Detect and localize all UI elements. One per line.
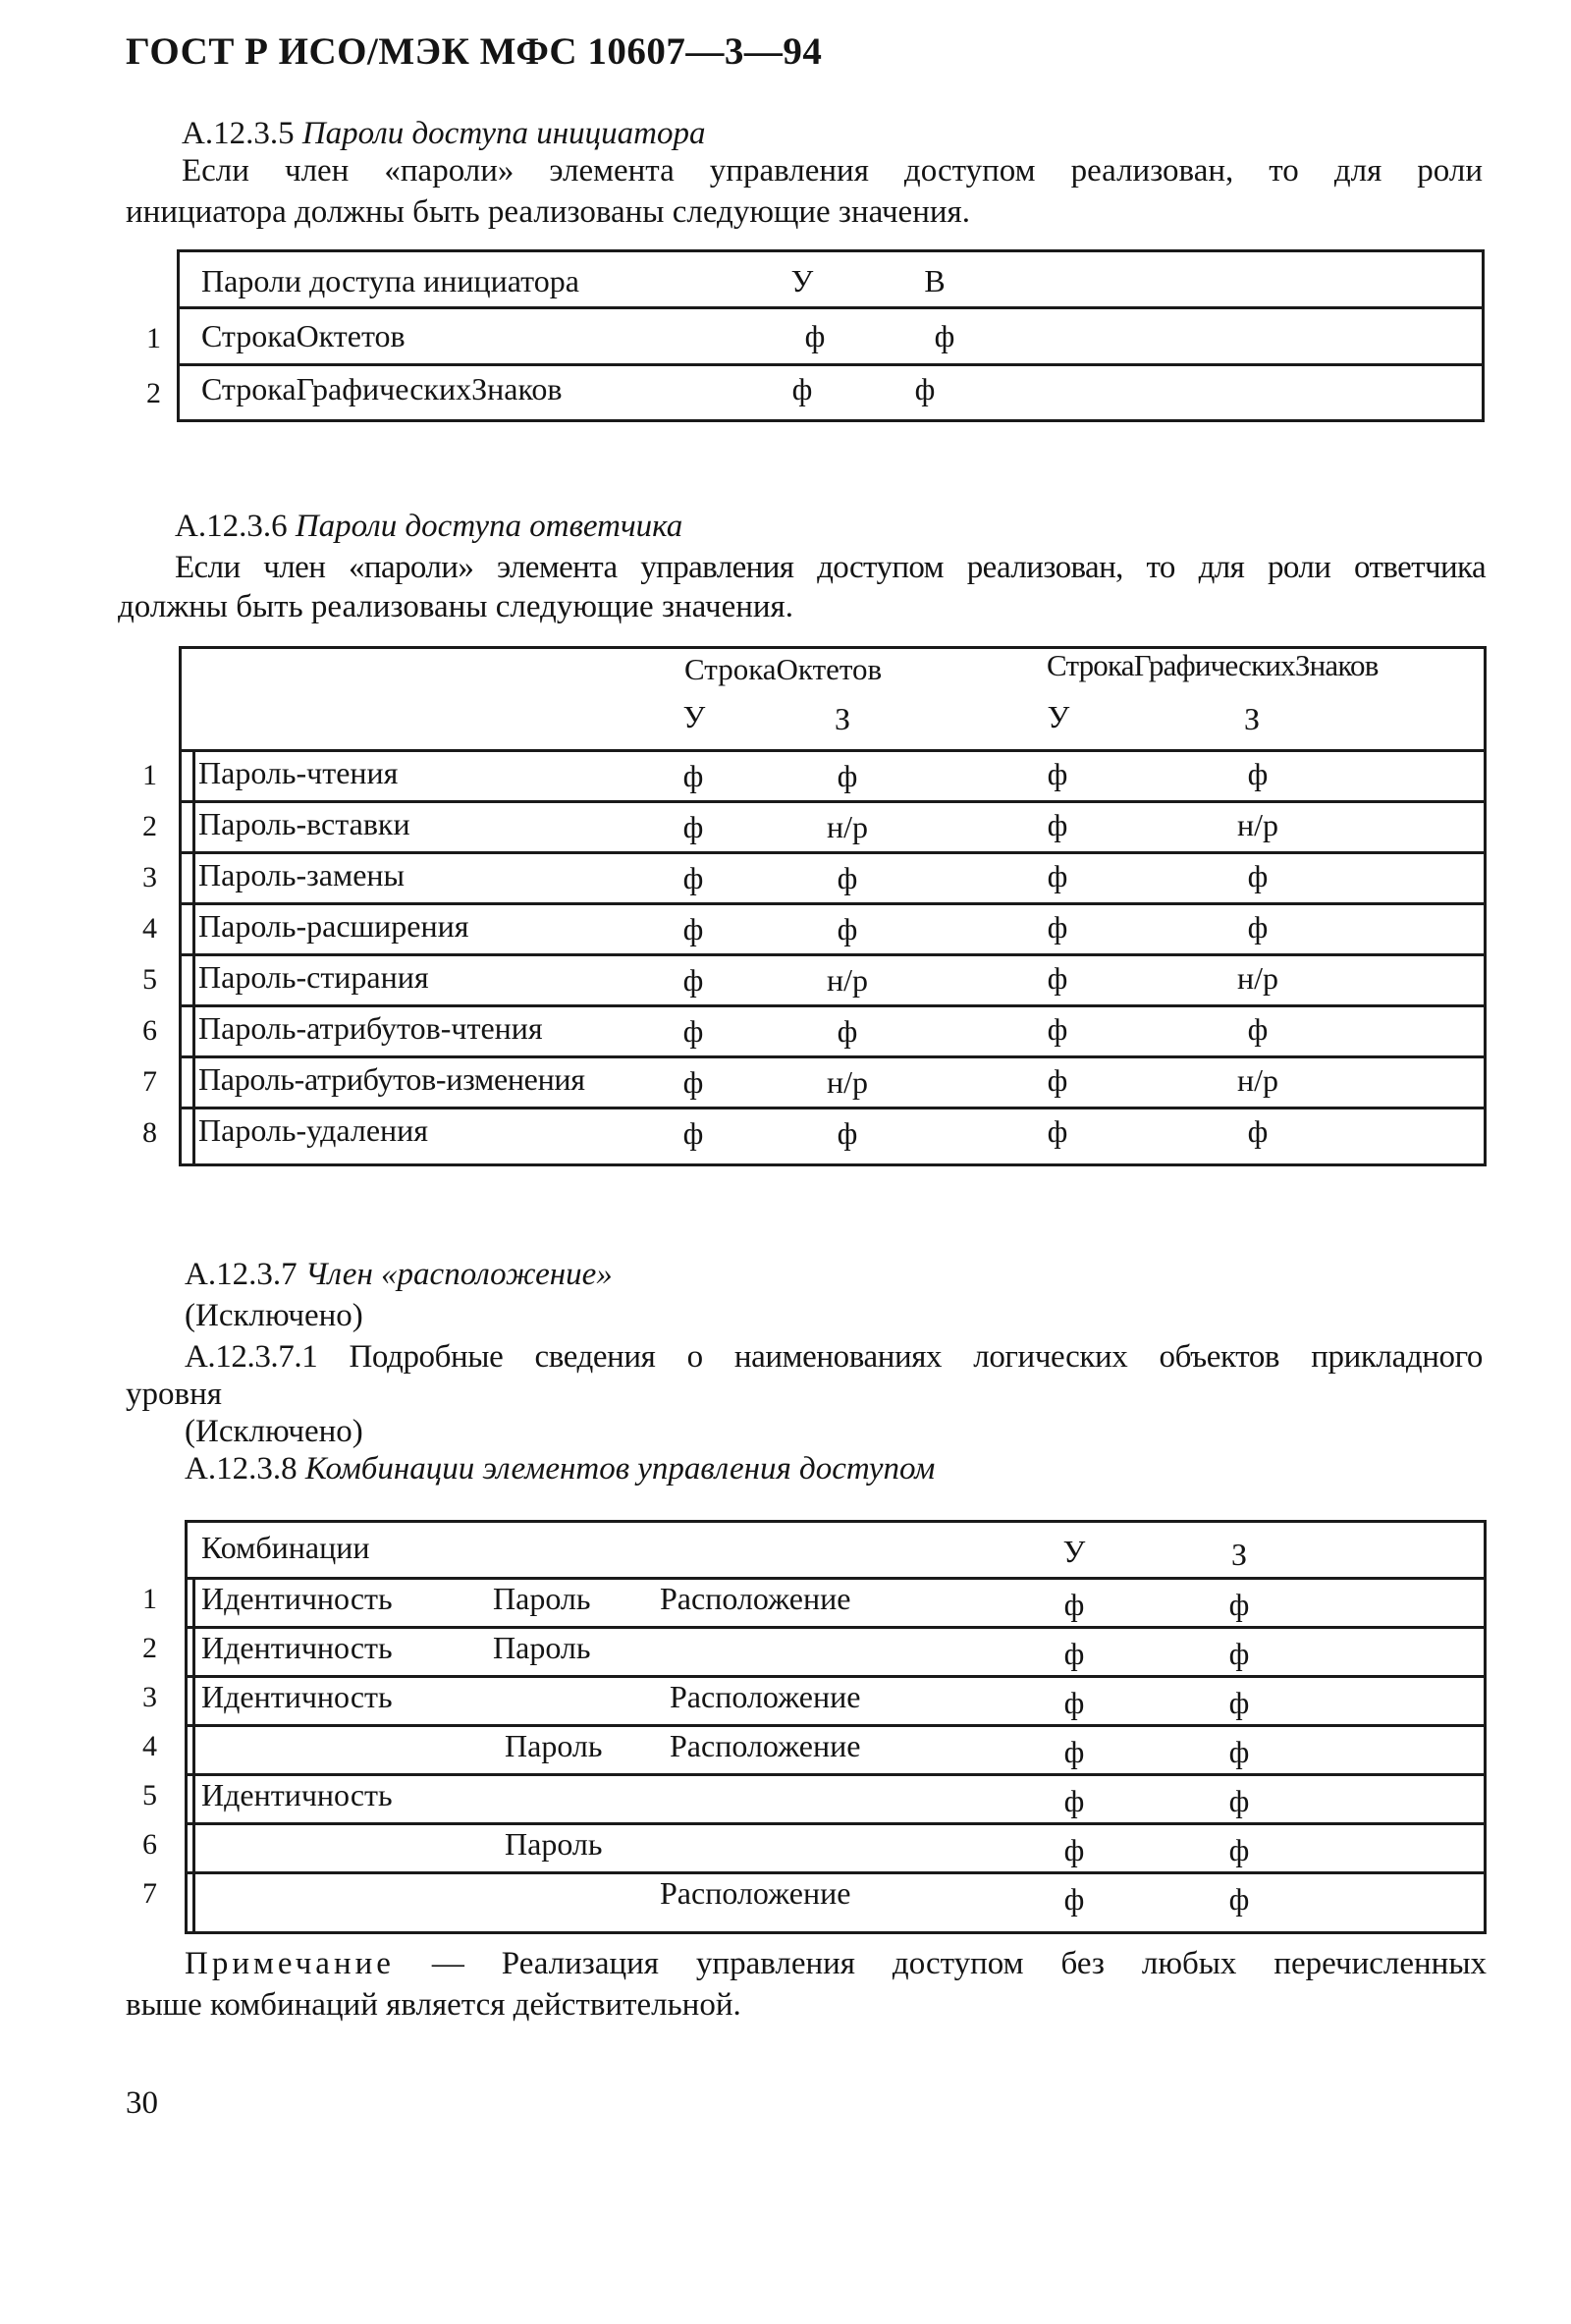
cell-password: Пароль bbox=[505, 1826, 603, 1862]
table-cell-z: ф bbox=[1228, 1587, 1250, 1622]
row-number: 1 bbox=[142, 759, 157, 791]
table-rule bbox=[185, 1871, 1487, 1874]
cell-identity: Идентичность bbox=[201, 1679, 393, 1714]
section-number: А.12.3.6 bbox=[175, 509, 288, 544]
table-cell-value: н/р bbox=[1236, 960, 1278, 996]
section-heading: Член «расположение» bbox=[304, 1257, 613, 1292]
section-heading: Пароли доступа ответчика bbox=[295, 509, 683, 544]
row-number: 6 bbox=[142, 1014, 157, 1047]
note-line bbox=[185, 1942, 1487, 1985]
cell-identity: Идентичность bbox=[201, 1581, 393, 1616]
table-cell-name: Пароль-замены bbox=[198, 857, 406, 892]
table-cell-value: ф bbox=[837, 860, 858, 895]
table-rule bbox=[179, 749, 1487, 752]
table-header-u: У bbox=[790, 263, 814, 298]
cell-password: Пароль bbox=[493, 1630, 591, 1665]
cell-identity: Идентичность bbox=[201, 1777, 393, 1812]
table-cell-name: Пароль-расширения bbox=[198, 908, 469, 944]
table-cell-value: ф bbox=[682, 758, 704, 793]
table-cell-value: ф bbox=[1247, 909, 1269, 945]
table-cell-u: ф bbox=[1063, 1832, 1085, 1867]
table-header-z: З bbox=[1230, 1537, 1248, 1572]
table-cell-name: СтрокаГрафическихЗнаков bbox=[201, 371, 563, 406]
table-cell-u: ф bbox=[1063, 1587, 1085, 1622]
table-cell-u: ф bbox=[804, 318, 826, 353]
cell-password: Пароль bbox=[505, 1728, 603, 1763]
row-number: 2 bbox=[142, 1632, 157, 1664]
table-cell-name: Пароль-чтения bbox=[198, 755, 399, 790]
table-rule bbox=[177, 363, 1485, 366]
note-text: — Реализация управления доступом без любых перечисленных bbox=[394, 1946, 1487, 1981]
table-cell-value: н/р bbox=[1236, 807, 1278, 842]
table-cell-u: ф bbox=[1063, 1685, 1085, 1720]
table-cell-value: ф bbox=[1247, 1011, 1269, 1047]
table-header-name: Комбинации bbox=[201, 1530, 370, 1565]
table-cell-u: ф bbox=[1063, 1881, 1085, 1917]
page-number: 30 bbox=[126, 2085, 158, 2121]
table-cell-v: ф bbox=[914, 371, 936, 406]
table-cell-name: Пароль-удаления bbox=[198, 1112, 428, 1148]
table-cell-value: ф bbox=[682, 1064, 704, 1100]
group-header-octets: СтрокаОктетов bbox=[684, 652, 883, 686]
paragraph-line: инициатора должны быть реализованы следующие значения. bbox=[126, 194, 970, 230]
table-cell-name: Пароль-атрибутов-изменения bbox=[198, 1061, 585, 1097]
table-cell-value: ф bbox=[682, 911, 704, 946]
table-rule bbox=[179, 851, 1487, 854]
table-rule bbox=[185, 1577, 1487, 1580]
section-number: А.12.3.8 bbox=[185, 1451, 298, 1486]
paragraph-line: А.12.3.7.1 Подробные сведения о наименованиях логических объектов прикладного bbox=[185, 1339, 1483, 1375]
cell-password: Пароль bbox=[493, 1581, 591, 1616]
table-cell-value: ф bbox=[682, 860, 704, 895]
paragraph-line: Если член «пароли» элемента управления доступом реализован, то для роли ответчика bbox=[175, 550, 1486, 585]
cell-location: Расположение bbox=[670, 1679, 861, 1714]
section-heading: Комбинации элементов управления доступом bbox=[304, 1451, 936, 1486]
table-rule bbox=[179, 1055, 1487, 1058]
row-number: 3 bbox=[142, 1681, 157, 1713]
table-rule bbox=[185, 1626, 1487, 1629]
table-cell-value: ф bbox=[1247, 756, 1269, 791]
paragraph-line: Если член «пароли» элемента управления доступом реализован, то для роли bbox=[182, 153, 1483, 189]
paragraph-line: уровня bbox=[126, 1377, 222, 1412]
table-cell-value: ф bbox=[1047, 960, 1068, 996]
table-cell-value: ф bbox=[682, 809, 704, 844]
table-cell-z: ф bbox=[1228, 1734, 1250, 1769]
table-cell-u: ф bbox=[1063, 1783, 1085, 1818]
row-number: 6 bbox=[142, 1828, 157, 1861]
row-number: 4 bbox=[142, 912, 157, 945]
excluded-note: (Исключено) bbox=[185, 1298, 363, 1333]
sub-header-u: У bbox=[682, 699, 706, 734]
table-cell-value: н/р bbox=[826, 962, 868, 998]
table-cell-name: Пароль-стирания bbox=[198, 959, 429, 995]
table-cell-value: ф bbox=[1047, 1113, 1068, 1149]
table-cell-name: СтрокаОктетов bbox=[201, 318, 406, 353]
table-cell-name: Пароль-атрибутов-чтения bbox=[198, 1010, 543, 1046]
sub-header-z: З bbox=[1243, 701, 1261, 736]
table-header-v: В bbox=[924, 263, 946, 298]
table-cell-z: ф bbox=[1228, 1783, 1250, 1818]
cell-location: Расположение bbox=[670, 1728, 861, 1763]
table-cell-value: ф bbox=[1047, 1011, 1068, 1047]
table-cell-z: ф bbox=[1228, 1685, 1250, 1720]
table-rule bbox=[192, 1577, 195, 1934]
table-rule bbox=[179, 800, 1487, 803]
row-number: 1 bbox=[142, 1583, 157, 1615]
table-rule bbox=[179, 1004, 1487, 1007]
table-cell-value: ф bbox=[1247, 1113, 1269, 1149]
table-cell-u: ф bbox=[791, 371, 813, 406]
table-rule bbox=[179, 902, 1487, 905]
section-number: А.12.3.7 bbox=[185, 1257, 298, 1292]
table-rule bbox=[185, 1773, 1487, 1776]
cell-identity: Идентичность bbox=[201, 1630, 393, 1665]
table-rule bbox=[179, 1107, 1487, 1109]
table-cell-value: н/р bbox=[826, 1064, 868, 1100]
table-cell-value: ф bbox=[1047, 858, 1068, 893]
table-cell-name: Пароль-вставки bbox=[198, 806, 410, 841]
table-rule bbox=[185, 1822, 1487, 1825]
section-title-location bbox=[185, 1257, 613, 1293]
table-rule bbox=[179, 953, 1487, 956]
table-cell-value: ф bbox=[1047, 807, 1068, 842]
row-number: 5 bbox=[142, 1779, 157, 1811]
row-number: 7 bbox=[142, 1877, 157, 1910]
table-cell-value: ф bbox=[837, 1115, 858, 1151]
table-cell-value: ф bbox=[1047, 1062, 1068, 1098]
row-number: 2 bbox=[142, 810, 157, 842]
table-cell-value: ф bbox=[837, 1013, 858, 1049]
sub-header-z: З bbox=[834, 701, 851, 736]
cell-location: Расположение bbox=[660, 1581, 851, 1616]
table-cell-z: ф bbox=[1228, 1832, 1250, 1867]
table-header-name: Пароли доступа инициатора bbox=[201, 263, 579, 298]
table-header-u: У bbox=[1062, 1534, 1086, 1569]
table-rule bbox=[185, 1724, 1487, 1727]
row-number: 4 bbox=[142, 1730, 157, 1762]
table-cell-value: н/р bbox=[826, 809, 868, 844]
table-rule bbox=[185, 1675, 1487, 1678]
row-number: 5 bbox=[142, 963, 157, 996]
table-cell-value: н/р bbox=[1236, 1062, 1278, 1098]
table-rule bbox=[192, 749, 195, 1166]
table-cell-u: ф bbox=[1063, 1636, 1085, 1671]
section-title-initiator bbox=[182, 116, 705, 152]
table-cell-value: ф bbox=[837, 911, 858, 946]
table-cell-v: ф bbox=[934, 318, 955, 353]
table-cell-u: ф bbox=[1063, 1734, 1085, 1769]
section-heading: Пароли доступа инициатора bbox=[301, 116, 706, 151]
table-cell-value: ф bbox=[837, 758, 858, 793]
row-number: 7 bbox=[142, 1065, 157, 1098]
excluded-note: (Исключено) bbox=[185, 1414, 363, 1449]
table-cell-value: ф bbox=[1047, 756, 1068, 791]
table-cell-z: ф bbox=[1228, 1881, 1250, 1917]
table-cell-value: ф bbox=[682, 962, 704, 998]
section-number: А.12.3.5 bbox=[182, 116, 295, 151]
row-number: 8 bbox=[142, 1116, 157, 1149]
section-title-responder bbox=[175, 509, 682, 545]
row-number: 1 bbox=[146, 322, 161, 354]
table-cell-value: ф bbox=[682, 1013, 704, 1049]
cell-location: Расположение bbox=[660, 1875, 851, 1911]
table-cell-value: ф bbox=[1047, 909, 1068, 945]
table-cell-value: ф bbox=[1247, 858, 1269, 893]
note-label: Примечание bbox=[185, 1946, 395, 1981]
row-number: 2 bbox=[146, 377, 161, 409]
note-line: выше комбинаций является действительной. bbox=[126, 1987, 741, 2023]
group-header-graphic: СтрокаГрафическихЗнаков bbox=[1047, 648, 1379, 682]
table-rule bbox=[177, 306, 1485, 309]
document-header: ГОСТ Р ИСО/МЭК МФС 10607—3—94 bbox=[126, 30, 823, 73]
row-number: 3 bbox=[142, 861, 157, 893]
paragraph-line: должны быть реализованы следующие значения. bbox=[118, 589, 793, 624]
section-title-combinations bbox=[185, 1451, 935, 1487]
table-cell-z: ф bbox=[1228, 1636, 1250, 1671]
sub-header-u: У bbox=[1047, 699, 1070, 734]
table-cell-value: ф bbox=[682, 1115, 704, 1151]
